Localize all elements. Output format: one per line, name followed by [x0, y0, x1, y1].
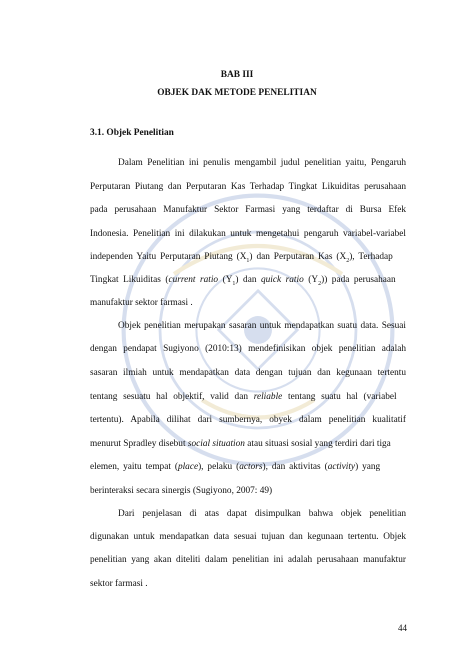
- section-heading: 3.1. Objek Penelitian: [90, 128, 174, 138]
- chapter-label: BAB III: [220, 70, 254, 80]
- p2-line: berinteraksi secara sinergis (Sugiyono, 2007: 49): [90, 486, 273, 496]
- p2-line: tentang sesuatu hal objektif, valid dan reliable tentang suatu hal (variabel: [90, 392, 397, 402]
- page-number: 44: [398, 623, 407, 633]
- p1-line: independen Yaitu Perputaran Piutang $(X_1)$ dan Perputaran Kas $(X_2)$, Terhadap: [90, 252, 393, 264]
- p2-line: tertentu). Apabila dilihat dari sumbernya, obyek dalam penelitian kualitatif: [90, 415, 406, 425]
- p2-line: sasaran ilmiah untuk mendapatkan data dengan tujuan dan kegunaan tertentu: [90, 368, 406, 378]
- chapter-title: OBJEK DAK METODE PENELITIAN: [157, 88, 317, 98]
- p2-line: Objek penelitian merupakan sasaran untuk mendapatkan suatu data. Sesuai: [118, 321, 406, 331]
- p2-line: menurut Spradley disebut social situation atau situasi sosial yang terdiri dari tiga: [90, 439, 391, 449]
- p2-line: elemen, yaitu tempat (place), pelaku (actors), dan aktivitas (activity) yang: [90, 462, 381, 472]
- p2-line: dengan pendapat Sugiyono (2010:13) mendefinisikan objek penelitian adalah: [90, 344, 406, 354]
- p1-line: Dalam Penelitian ini penulis mengambil judul penelitian yaitu, Pengaruh: [118, 158, 406, 168]
- p1-line: pada perusahaan Manufaktur Sektor Farmasi yang terdaftar di Bursa Efek: [90, 205, 406, 215]
- p3-line: Dari penjelasan di atas dapat disimpulkan bahwa objek penelitian: [118, 509, 406, 519]
- p3-line: penelitian yang akan diteliti dalam penelitian ini adalah perusahaan manufaktur: [90, 555, 406, 565]
- p1-line: Perputaran Piutang dan Perputaran Kas Terhadap Tingkat Likuiditas perusahaan: [90, 182, 406, 192]
- p1-line: manufaktur sektor farmasi .: [90, 298, 193, 308]
- p3-line: sektor farmasi .: [90, 579, 148, 589]
- p3-line: digunakan untuk mendapatkan data sesuai tujuan dan kegunaan tertentu. Objek: [90, 532, 406, 542]
- p1-line: Indonesia. Penelitian ini dilakukan untuk mengetahui pengaruh variabel-variabel: [90, 229, 406, 239]
- p1-line: Tingkat Likuiditas (current ratio $(Y_1)$ dan quick ratio $(Y_2)$) pada perusahaan: [90, 275, 396, 287]
